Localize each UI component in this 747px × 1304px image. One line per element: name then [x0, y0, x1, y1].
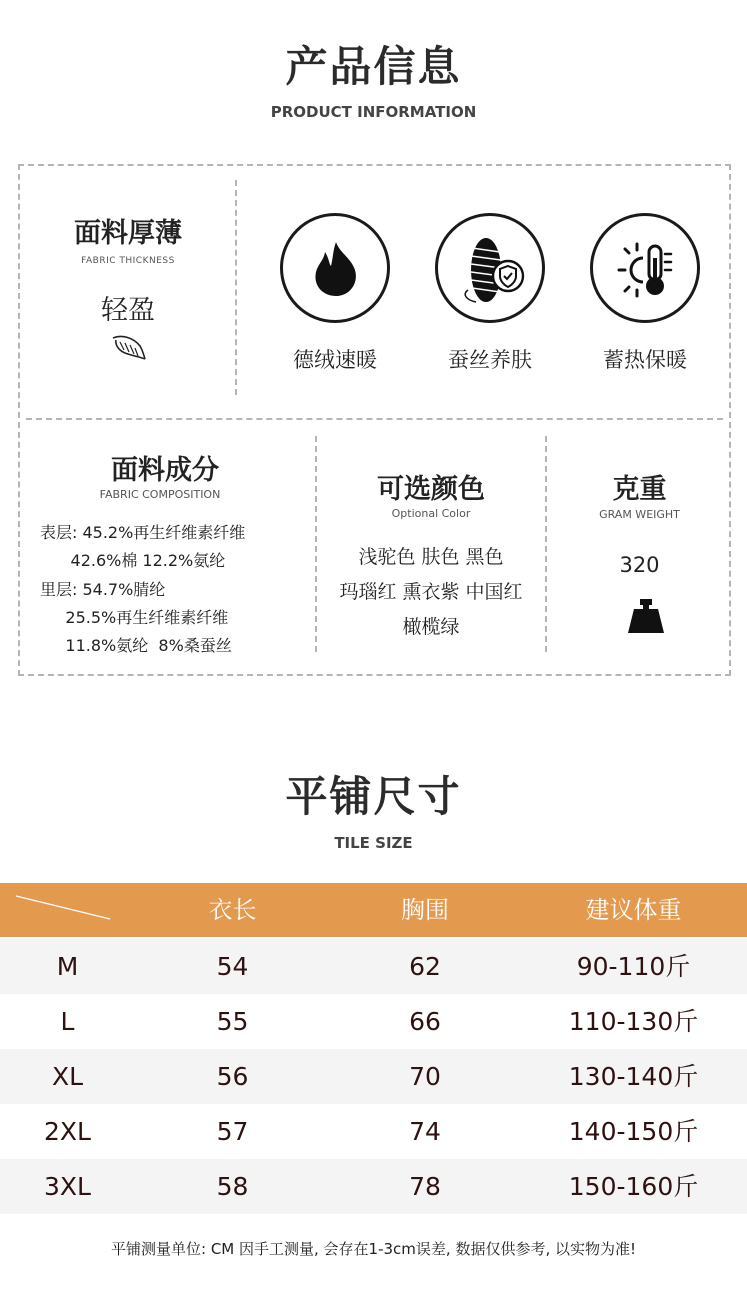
tile-size-subtitle: TILE SIZE	[334, 834, 413, 852]
flame-icon	[311, 240, 361, 298]
composition-line: 表层: 45.2%再生纤维素纤维	[40, 523, 246, 542]
sun-thermometer-icon	[617, 240, 677, 300]
chest-cell: 66	[409, 1007, 441, 1036]
size-table-header	[0, 883, 747, 937]
feature-label-warm: 德绒速暖	[293, 348, 377, 372]
colors-subtitle: Optional Color	[391, 507, 471, 520]
composition-title: 面料成分	[111, 455, 219, 486]
table-row	[0, 1159, 747, 1214]
column-header-chest: 胸围	[401, 896, 449, 924]
feather-icon	[110, 332, 148, 362]
table-row	[0, 939, 747, 994]
size-cell: 2XL	[44, 1117, 91, 1146]
chest-cell: 74	[409, 1117, 441, 1146]
length-cell: 55	[216, 1007, 249, 1036]
column-header-length: 衣长	[208, 896, 257, 924]
chest-cell: 78	[409, 1172, 441, 1201]
weight-cell: 130-140斤	[568, 1062, 699, 1091]
size-cell: L	[60, 1007, 75, 1036]
feature-label-silk: 蚕丝养肤	[448, 348, 532, 372]
chest-cell: 62	[409, 952, 441, 981]
weight-subtitle: GRAM WEIGHT	[599, 508, 680, 521]
chest-cell: 70	[409, 1062, 441, 1091]
table-row	[0, 1104, 747, 1159]
thickness-title: 面料厚薄	[74, 218, 182, 249]
silk-shield-icon	[456, 232, 532, 308]
feature-label-heat: 蓄热保暖	[603, 348, 687, 372]
composition-line: 42.6%棉 12.2%氨纶	[40, 551, 226, 570]
column-header-weight: 建议体重	[585, 896, 682, 924]
size-cell: M	[56, 952, 79, 981]
length-cell: 54	[216, 952, 249, 981]
size-cell: XL	[51, 1062, 84, 1091]
composition-line: 25.5%再生纤维素纤维	[40, 608, 229, 627]
length-cell: 56	[216, 1062, 249, 1091]
diagonal-slash	[14, 893, 114, 923]
weight-cell: 90-110斤	[576, 952, 691, 981]
table-row	[0, 1049, 747, 1104]
divider	[26, 418, 723, 420]
measurement-note: 平铺测量单位: CM 因手工测量, 会存在1-3cm误差, 数据仅供参考, 以实物为准!	[111, 1240, 636, 1258]
table-row	[0, 994, 747, 1049]
feature-circle-heat	[590, 213, 700, 323]
product-info-subtitle: PRODUCT INFORMATION	[270, 103, 477, 121]
length-cell: 58	[216, 1172, 249, 1201]
thickness-value: 轻盈	[101, 295, 155, 326]
feature-circle-warm	[280, 213, 390, 323]
colors-title: 可选颜色	[377, 474, 485, 505]
product-info-title: 产品信息	[285, 42, 462, 91]
length-cell: 57	[216, 1117, 249, 1146]
weight-value: 320	[619, 553, 660, 577]
thickness-subtitle: FABRIC THICKNESS	[81, 256, 175, 266]
colors-line: 橄榄绿	[402, 616, 460, 638]
colors-line: 浅驼色 肤色 黑色	[358, 546, 504, 568]
weight-cell: 110-130斤	[568, 1007, 699, 1036]
weight-cell: 140-150斤	[568, 1117, 699, 1146]
weight-icon	[626, 598, 666, 634]
weight-title: 克重	[612, 474, 667, 505]
divider	[235, 180, 237, 395]
composition-line: 里层: 54.7%腈纶	[40, 580, 166, 599]
feature-circle-silk	[435, 213, 545, 323]
composition-line: 11.8%氨纶 8%桑蚕丝	[40, 636, 232, 655]
size-cell: 3XL	[44, 1172, 91, 1201]
weight-cell: 150-160斤	[568, 1172, 699, 1201]
colors-line: 玛瑙红 熏衣紫 中国红	[339, 581, 523, 603]
composition-subtitle: FABRIC COMPOSITION	[99, 488, 221, 501]
tile-size-title: 平铺尺寸	[285, 772, 462, 821]
